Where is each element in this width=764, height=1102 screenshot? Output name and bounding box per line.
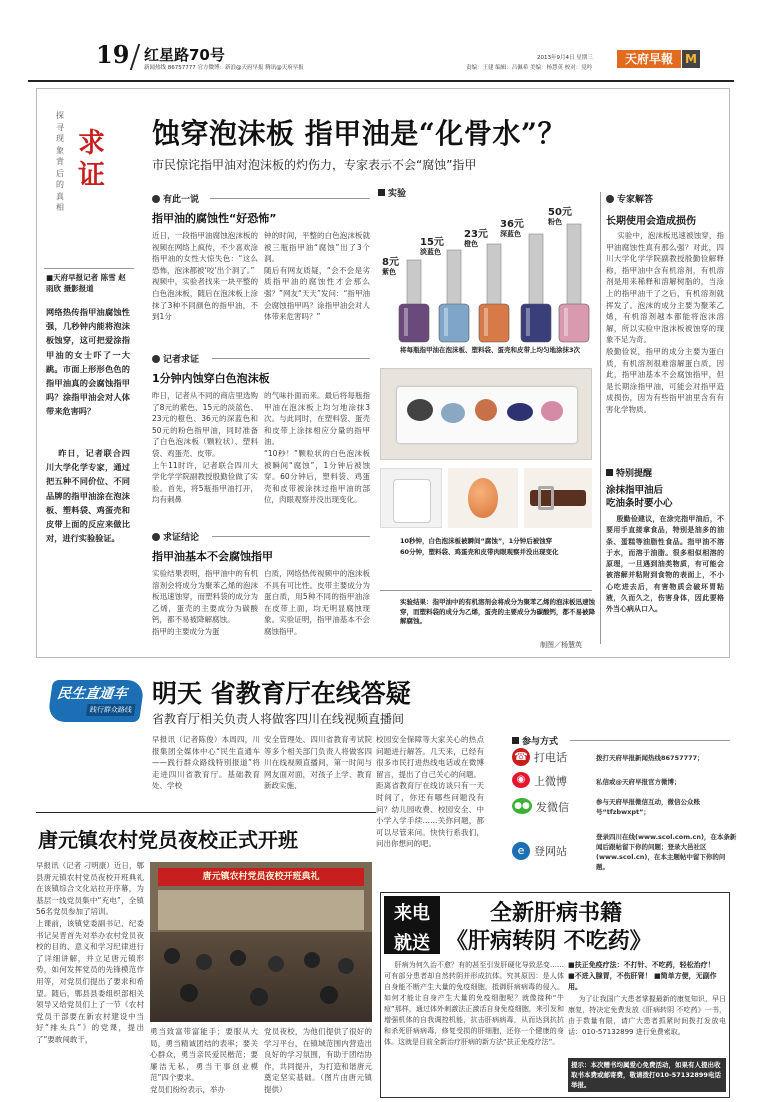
party-headline: 唐元镇农村党员夜校正式开班 (38, 828, 298, 852)
tip-label: 特别提醒 (606, 466, 652, 479)
join-phone-text: 拨打天府早报新闻热线86757777； (596, 754, 704, 762)
belt-photo (524, 468, 592, 528)
column-subtitle: 探寻现象背后的真相 (56, 111, 64, 212)
logo-mark: M (682, 50, 700, 68)
tip-title: 涂抹指甲油后 吃油条时要小心 (606, 485, 673, 509)
caption-3: 实验结果：指甲油中的有机溶剂会将成分为聚苯乙烯的泡沫板迅速蚀穿，而塑料袋的成分为乙烯，蛋壳的主要成分为碳酸钙，都不易被降解腐蚀。 (400, 598, 595, 625)
bottle-label-4: 50元 粉色 (548, 207, 572, 226)
section1-label: 有此一说 (152, 192, 199, 205)
join-label: 参与方式 (512, 734, 558, 747)
join-wechat (510, 794, 730, 828)
section3-title: 指甲油基本不会腐蚀指甲 (152, 550, 273, 563)
foam-board-photo (380, 368, 592, 460)
section3-rule (212, 536, 370, 537)
masthead-rule (28, 80, 734, 82)
editors: 责编：王建 编辑：吕佩希 美编：杨慧英 校对：党吟 (466, 65, 593, 71)
forum-col1: 早报讯（记者陈俊）本周四，川报集团全媒体中心“民生直通车——践行群众路线特别报道”将走进四川省教育厅。基础教育处、学校 (152, 735, 260, 791)
tip-text: 殷勤俭建议，在涂完指甲油后，不要用手直接拿食品，特别是油多的油条、蛋糕等油脂性食品。指甲油不溶于水，而溶于油脂。很多相似相溶的原理，一旦遇到油类物质，有可能会被溶解并粘附到食物的表面上，不小心吃进去后，有害物质会破坏胃粘液，久而久之，伤害身体，因此要格外当心病从口入。 (606, 515, 724, 614)
headline: 蚀穿泡沫板 指甲油是“化骨水”？ (152, 117, 566, 150)
section-name: 红星路70号 (144, 46, 225, 64)
experiment-label: 实验 (378, 186, 406, 199)
square-bullet-icon (606, 469, 613, 476)
ad-points: ■扶正免疫疗法：不打针、不吃药，轻松治疗！ ■不进入腺胃，不伤肝肾！ ■简单方便，无副作用。 (568, 961, 717, 991)
intro: 网络热传指甲油腐蚀性强，几秒钟内能将泡沫板蚀穿，这可把爱涂指甲油的女士吓了一大跳。市面上形形色色的指甲油真的会腐蚀指甲吗？涂指甲油会对人体带来危害吗？ (46, 307, 130, 417)
bottle-label-0: 8元 紫色 (382, 257, 399, 276)
wechat-icon: ●● (512, 798, 532, 814)
bottle-label-2: 23元 橙色 (464, 229, 488, 248)
join-wechat-label: 发微信 (536, 801, 569, 814)
ad-note: 提示：本次赠书均属爱心免费活动，如果有人提出收取书本费或邮寄费，敬请拨打010-57132899电话举报。 (568, 1058, 726, 1092)
party-photo (150, 862, 372, 1022)
column-title: 求证 (78, 128, 105, 191)
page-number: 19 (96, 40, 130, 69)
forum-subheadline: 省教育厅相关负责人将做客四川在线视频直播间 (152, 712, 405, 726)
ad-title-1: 全新肝病书籍 (490, 900, 623, 926)
join-phone (510, 746, 730, 770)
weibo-icon: ◉ (512, 772, 530, 788)
phone-icon: ☎ (512, 748, 530, 766)
column-divider (44, 268, 134, 269)
join-weibo-label: 上微博 (534, 775, 567, 788)
join-website-text: 登录四川在线(www.scol.com.cn)，在本条新闻后跟帖留下你的问题；登录大邑社区(www.scol.cn)，在本主题帖中留下你的问题。 (596, 833, 737, 871)
section1-title: 指甲油的腐蚀性“好恐怖” (152, 212, 277, 225)
section2-col2: 的气味扑面而来。最后将每瓶指甲油在泡沫板上均匀地涂抹3次。与此同时，在塑料袋、蛋壳和皮带上涂抹相应分量的指甲油。 “10秒！”颗粒状的白色泡沫板被瞬间“腐蚀”，1分钟后被蚀穿。60分钟后，塑料袋、鸡蛋壳和皮带被涂抹过指甲油的部位，肉眼观察并没出现变化。 (264, 391, 370, 505)
join-weibo (510, 770, 730, 794)
expert-text: 实验中，泡沫板迅速被蚀穿，指甲油腐蚀性真有那么强？对此，四川大学化学学院副教授殷勤俭解释称，指甲油中含有机溶剂，有机溶剂是用来稀释和溶解树脂的，当涂上的指甲油干了之后，有机溶剂就挥发了。泡沫的成分主要为聚苯乙烯，有机溶剂越本都能将泡沫溶解，所以实验中泡沫板被蚀穿的现象不足为奇。 殷勤俭说，指甲的成分主要为蛋白质，有机溶剂很难溶解蛋白质，因此，指甲油基本不会腐蚀指甲，但是长期涂指甲油，可能会对指甲造成损伤，因为有些指甲油里含有有害化学物质。 (606, 231, 724, 414)
section2-rule (212, 358, 370, 359)
section3-col2: 白质，网络热传视频中的泡沫板不具有可比性。皮带主要成分为蛋白质，用5种不同的指甲油涂在皮带上面，均无明显腐蚀现象。实验证明，指甲油基本不会腐蚀指甲。 (264, 569, 370, 636)
bullet-icon (152, 195, 160, 203)
join-wechat-text: 参与天府早报微信互动，微信公众账号“tfzbwxpt”； (596, 798, 700, 816)
egg-photo (448, 468, 518, 528)
bottle-label-3: 36元 深蓝色 (500, 219, 524, 238)
bullet-icon (152, 533, 160, 541)
subheadline: 市民惊诧指甲油对泡沫板的灼伤力，专家表示不会“腐蚀”指甲 (152, 158, 477, 172)
expert-label: 专家解答 (606, 192, 653, 205)
ad-offer: 为了让我国广大患者掌握最新的康复知识，早日康复，特决定免费发放《肝病转阴 不吃药》一书，由于数量有限，请广大患者抓紧时间拨打发放电话：010-57132899 进行免费索取。 (568, 995, 726, 1036)
party-col2: 勇当致富带富能手；要服从大局，勇当精诚团结的表率；要关心群众，勇当亲民爱民楷范；要廉洁无私，勇当干事创业模范”四个要求。 党员们纷纷表示，举办 (150, 1027, 258, 1094)
party-col1: 早报讯（记者 刁明康）近日，郫县唐元镇农村党员夜校开班典礼在该镇综合文化站拉开序幕，为基层一线党员集中“充电”，全镇56名党员参加了培训。 上课前，该镇党委副书记、纪委书记吴晋首先对举办农村党员夜校的目的、意义和学习纪律进行了详细讲解，并立足唐元镇形势，如何发挥党员的先锋模范作用等，对党员们提出了要求和希望。随后，郫县县委组织部相关领导又给党员们上了一节《农村党员干部要在新农村建设中当好“排头兵”》的党课，提出了“要敢闯敢干， (36, 861, 144, 1044)
section2-col1: 昨日，记者从不同的商店里选购了8元的紫色、15元的淡蓝色、23元的橙色、36元的深蓝色和50元的粉色指甲油，同时准备了白色泡沫板（颗粒状）、塑料袋、鸡蛋壳、皮带。 上午11时许，记者联合四川大学化学学院副教授殷勤俭做了实验。首先，将5瓶指甲油打开，均有刺鼻 (152, 391, 258, 505)
caption-2: 10秒钟，白色泡沫板被瞬间“腐蚀”，1分钟后被蚀穿 60分钟，塑料袋、鸡蛋壳和皮带肉眼观察并没出现变化 (400, 537, 559, 556)
forum-col3: 校园安全保障等大家关心的热点问题进行解答。几天来，已经有很多市民打进热线电话或在微博留言，提出了自己关心的问题。 距离省教育厅在线访谈只有一天时间了，你还有哪些问题没有问？幼儿园收费、校园安全、中小学入学手续……关你问题，都可以尽管来问。快快行系我们，问出你想问的吧。 (376, 735, 484, 849)
join-rule (570, 740, 730, 741)
section1-rule (210, 198, 370, 199)
ad-tag-2: 就送 (394, 933, 430, 954)
photo-banner: 唐元镇农村党员夜校开班典礼 (158, 868, 364, 886)
section3-col1: 实验结果表明，指甲油中的有机溶剂会将成分为聚苯乙烯的泡沫板迅速蚀穿，而塑料袋的成分为乙烯，蛋壳的主要成分为碳酸钙，都不易被降解腐蚀。 指甲的主要成分为蛋 (152, 569, 258, 636)
section3-label: 求证结论 (152, 530, 199, 543)
forum-badge-title: 民生直通车 (55, 686, 129, 702)
join-website-label: 登网站 (534, 845, 567, 858)
join-phone-label: 打电话 (534, 751, 567, 764)
bullet-icon (606, 195, 614, 203)
join-weibo-text: 私信或@天府早报官方微博； (596, 778, 681, 786)
globe-icon: e (512, 842, 530, 860)
ad-tag-1: 来电 (394, 903, 430, 924)
ad-body: 肝病为何久治不愈？有的甚至引发肝硬化导致恶变……可有部分患者却自然转阴并形成抗体。究其原因：是人体自身能不断产生大量的免疫细胞，抵御肝病病毒的侵入。如何才能让自身产生大量的免疫细胞呢？就像接种“牛痘”那样，通过体外刺激法正激活自身免疫细胞，来引发和增强机体的自我调控机能，抗击肝病病毒，从而达到抗抗和杀死肝病病毒，修复受损的肝细胞，还你一个健康的身体。这就是目前全新治疗肝病的新方法“扶正免疫疗法”。 (384, 961, 564, 1046)
newspaper-logo: 天府早報 (617, 50, 681, 68)
section1-col1: 近日，一段指甲油腐蚀泡沫板的视频在网络上疯传，不少喜欢涂指甲油的女性大惊失色：“这么恐怖，泡沫都被‘咬’出个洞了。” 视频中，实验者找来一块平整的白色泡沫板，随后在泡沫板上涂抹了3种不同颜色的指甲油，不到1分 (152, 231, 258, 322)
ad-tag (384, 896, 440, 954)
caption-divider (380, 590, 592, 591)
ad-title-2: 《肝病转阴 不吃药》 (446, 928, 652, 954)
section2-label: 记者求证 (152, 352, 199, 365)
bottle-labels (378, 200, 594, 280)
graphic-credit: 制图／杨慧英 (540, 641, 582, 649)
forum-col2: 安全管理处、四川省教育考试院等多个相关部门负责人将做客四川在线视频直播间，第一时间与网友面对面，对孩子上学、教育新政实施、 (264, 735, 372, 791)
square-bullet-icon (512, 737, 519, 744)
expert-title: 长期使用会造成损伤 (606, 216, 696, 227)
section1-col2: 钟的时间，平整的白色泡沫板就被三瓶指甲油“腐蚀”出了3个洞。 随后有网友质疑，“会不会是劣质指甲油的腐蚀性才会那么强？”网友“天天”发问：“指甲油会腐蚀指甲吗？涂指甲油会对人体带来危害吗？” (264, 231, 370, 322)
party-col3: 党员夜校，为他们提供了很好的学习平台，在镇域范围内营造出良好的学习氛围，有助于团结协作，共同提升，为打造和谐唐元奠定坚实基础。（图片由唐元镇提供） (264, 1027, 372, 1094)
date-line: 2013年9月4日 星期三 (537, 55, 593, 61)
forum-badge (47, 680, 145, 722)
bullet-icon (152, 355, 160, 363)
forum-headline: 明天 省教育厅在线答疑 (152, 679, 411, 708)
caption-1: 将每瓶指甲油在泡沫板、塑料袋、蛋壳和皮带上均匀地涂抹3次 (400, 346, 581, 354)
right-col-divider (600, 192, 601, 644)
forum-badge-sub: 践行群众路线 (86, 704, 136, 716)
square-bullet-icon (378, 189, 385, 196)
party-top-rule (36, 812, 376, 813)
join-website (510, 832, 737, 878)
section2-title: 1分钟内蚀穿白色泡沫板 (152, 372, 270, 385)
intro-2: 昨日，记者联合四川大学化学专家，通过把五种不同价位、不同品牌的指甲油涂在泡沫板、塑料袋、鸡蛋壳和皮带上面的反应来做比对，进行实验验证。 (46, 448, 130, 544)
bottle-label-1: 15元 淡蓝色 (420, 237, 444, 256)
plastic-bag-photo (380, 468, 442, 528)
hotline: 新闻热线 86757777 官方微博：新浪@天府早报 腾讯@天府早报 (144, 65, 304, 71)
byline: ■天府早报记者 陈雪 赵雨欣 摄影报道 (46, 273, 126, 293)
section-slash (130, 44, 140, 70)
